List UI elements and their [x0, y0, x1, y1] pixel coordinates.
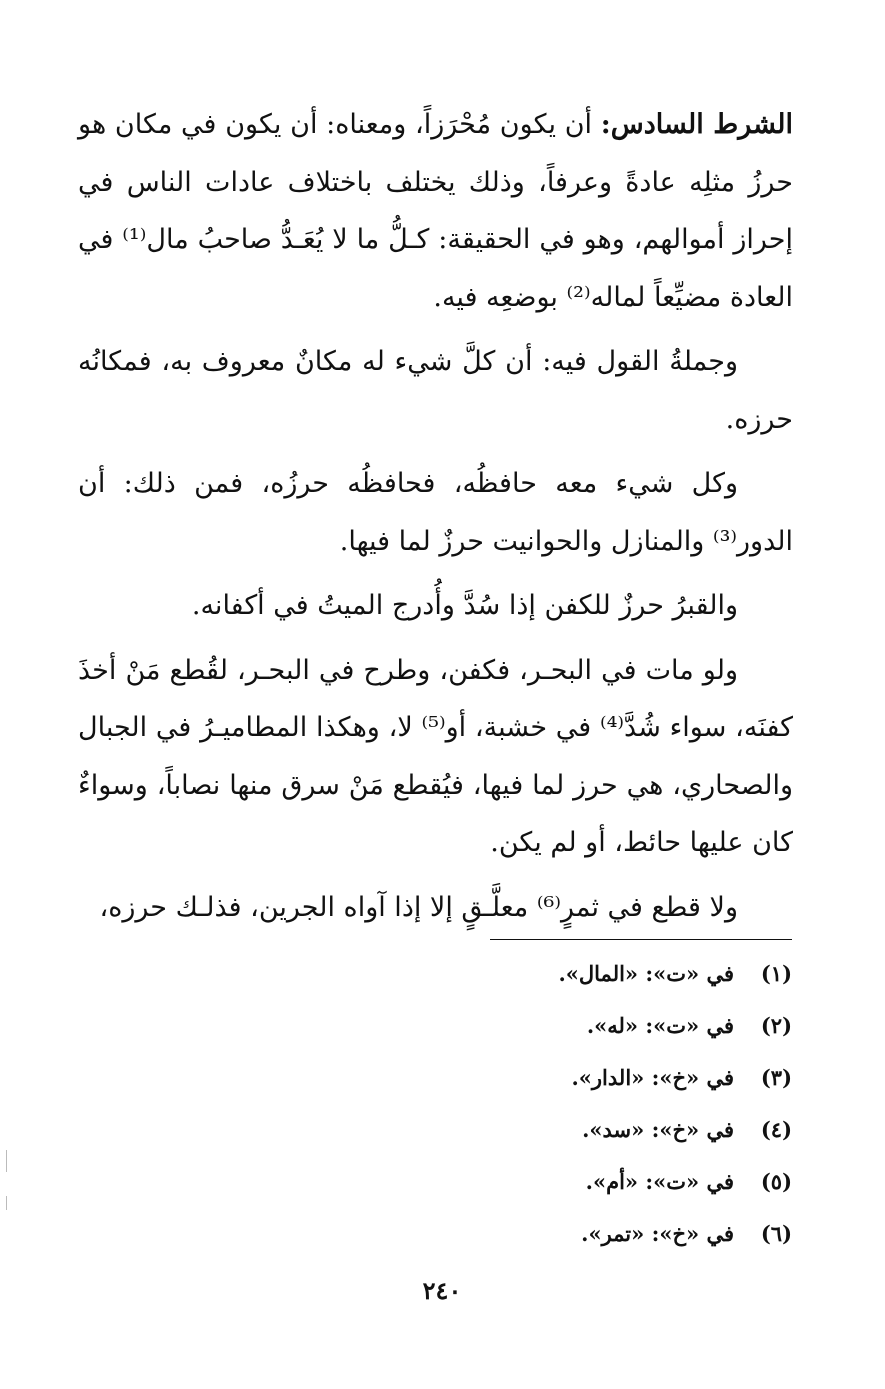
scan-edge-mark [6, 1196, 7, 1210]
footnote-separator [490, 939, 792, 940]
footnote-number: (٣) [760, 1065, 792, 1090]
footnote-6 [400, 1212, 792, 1264]
footnote-1 [400, 952, 792, 1004]
main-text [78, 96, 793, 943]
page-number: ٢٤٠ [422, 1276, 462, 1305]
condition-heading: الشرط السادس: [600, 109, 793, 140]
paragraph-4: والقبرُ حرزٌ للكفن إذا سُدَّ وأُدرج الميتُ في أكفانه. [191, 590, 738, 621]
scan-edge-mark [6, 1150, 7, 1172]
footnote-text: في «ت»: «أم». [585, 1169, 734, 1194]
paragraph-2: وجملةُ القول فيه: أن كلَّ شيء له مكانٌ معروف به، فمكانُه حرزه. [78, 346, 793, 435]
footnote-number: (١) [760, 961, 792, 986]
footnote-number: (٦) [760, 1221, 792, 1246]
footnote-3 [400, 1056, 792, 1108]
footnote-number: (٤) [760, 1117, 792, 1142]
paragraph-3: وكل شيء معه حافظُه، فحافظُه حرزُه، فمن ذلك: أن الدور⁽³⁾ والمنازل والحوانيت حرزٌ لما فيها. [78, 468, 793, 557]
footnote-text: في «خ»: «سد». [582, 1117, 734, 1142]
footnote-2 [400, 1004, 792, 1056]
paragraph-6: ولا قطع في ثمرٍ⁽⁶⁾ معلَّـقٍ إلا إذا آواه الجرين، فذلـك حرزه، [99, 891, 738, 923]
footnote-4 [400, 1108, 792, 1160]
footnote-text: في «ت»: «المال». [558, 961, 734, 986]
paragraph-1 [78, 96, 793, 326]
paragraph-5: ولو مات في البحـر، فكفن، وطرح في البحـر، لقُطع مَنْ أخذَ كفنَه، سواء شُدَّ⁽⁴⁾ في خشبة، أو⁽⁵⁾ لا، وهكذا المطاميـرُ في الجبال والصحاري، هي حرز لما فيها، فيُقطع مَنْ سرق منها نصاباً، وسواءٌ كان عليها حائط، أو لم يكن. [78, 654, 793, 858]
footnote-text: في «ت»: «له». [586, 1013, 734, 1038]
paragraph-1-text: أن يكون مُحْرَزاً، ومعناه: أن يكون في مكان هو حرزُ مثلِه عادةً وعرفاً، وذلك يختلف باختلاف عادات الناس في إحراز أموالهم، وهو في الحقيقة: كـلُّ ما لا يُعَـدُّ صاحبُ مال⁽¹⁾ في العادة مضيِّعاً لماله⁽²⁾ بوضعِه فيه. [78, 109, 793, 313]
footnote-number: (٥) [760, 1169, 792, 1194]
footnote-text: في «خ»: «الدار». [571, 1065, 734, 1090]
footnote-text: في «خ»: «تمر». [581, 1221, 734, 1246]
footnote-5 [400, 1160, 792, 1212]
footnotes [400, 952, 792, 1264]
footnote-number: (٢) [760, 1013, 792, 1038]
